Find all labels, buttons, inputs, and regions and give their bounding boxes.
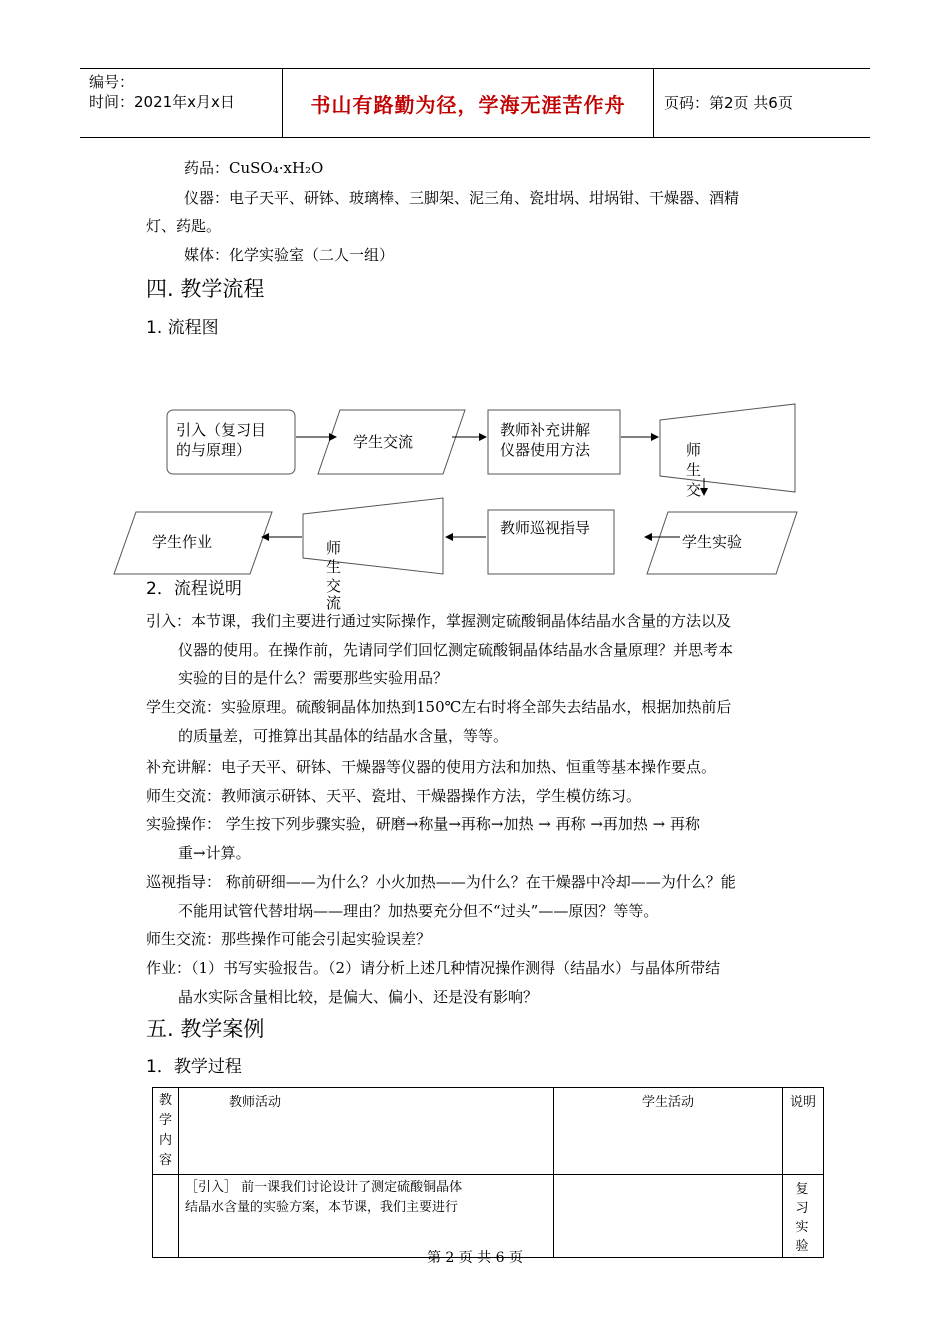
media-line: 媒体：化学实验室（二人一组）	[184, 246, 395, 264]
flow-label-student-discussion: 学生交流	[353, 433, 414, 451]
explanation-line: 师生交流：教师演示研钵、天平、瓷坩、干燥器操作方法，学生模仿练习。	[146, 787, 642, 805]
explanation-line: 引入：本节课，我们主要进行通过实际操作，掌握测定硫酸铜晶体结晶水含量的方法以及	[146, 612, 732, 630]
explanation-line: 补充讲解：电子天平、研钵、干燥器等仪器的使用方法和加热、恒重等基本操作要点。	[146, 758, 717, 776]
flow-label-ts2-3: 交	[326, 577, 342, 595]
row-note: 复习实验	[783, 1175, 824, 1258]
row-teacher-activity	[179, 1175, 554, 1258]
row-content-cell	[153, 1175, 179, 1258]
header-student-activity: 学生活动	[554, 1088, 783, 1175]
explanation-line: 学生交流：实验原理。硫酸铜晶体加热到150℃左右时将全部失去结晶水，根据加热前后	[146, 698, 732, 716]
flow-label-ts2-4-clip	[326, 593, 346, 612]
flow-node-teacher-student-2	[303, 498, 443, 574]
explanation-line: 实验的目的是什么？需要那些实验用品？	[178, 669, 449, 687]
flow-node-teacher-student-1	[660, 404, 795, 492]
row-student-activity	[554, 1175, 783, 1258]
explanation-line: 的质量差，可推算出其晶体的结晶水含量，等等。	[178, 727, 509, 745]
explanation-line: 实验操作： 学生按下列步骤实验，研磨→称量→再称→加热 → 再称 →再加热 → 再称	[146, 815, 701, 833]
header-teacher-activity: 教师活动	[179, 1088, 554, 1175]
explanation-line: 师生交流：那些操作可能会引起实验误差？	[146, 930, 432, 948]
flow-label-homework: 学生作业	[152, 533, 213, 551]
flow-explanation-subtitle: 2．流程说明	[146, 579, 242, 599]
header-content-cell	[153, 1088, 179, 1175]
section-4-title: 四. 教学流程	[146, 277, 265, 301]
flow-label-intro-2: 的与原理）	[176, 441, 252, 459]
flowchart-subtitle: 1. 流程图	[146, 318, 219, 338]
explanation-line: 巡视指导： 称前研细——为什么？小火加热——为什么？在干燥器中冷却——为什么？能	[146, 873, 736, 891]
page-footer: 第 2 页 共 6 页	[426, 1250, 524, 1266]
header-content-char: 容	[158, 1153, 172, 1168]
flow-label-ts1-1: 师	[686, 441, 702, 459]
explanation-line: 重→计算。	[178, 844, 251, 862]
flow-label-teacher-explain-2: 仪器使用方法	[500, 441, 591, 459]
header-content-char: 教	[158, 1093, 172, 1108]
flowchart-shapes	[0, 0, 950, 600]
row-teacher-line: 结晶水含量的实验方案，本节课，我们主要进行	[185, 1200, 459, 1215]
flow-label-ts2-2: 生	[326, 558, 342, 576]
flow-label-ts2-4: 流	[326, 594, 342, 612]
section-5-title: 五. 教学案例	[146, 1017, 265, 1041]
flow-label-ts1-2: 生	[686, 461, 702, 479]
instruments-line-1: 仪器：电子天平、研钵、玻璃棒、三脚架、泥三角、瓷坩埚、坩埚钳、干燥器、酒精	[184, 189, 740, 207]
flow-label-ts1-3: 交	[686, 481, 702, 499]
flow-label-ts2-1: 师	[326, 539, 342, 557]
header-content-char: 学	[158, 1113, 172, 1128]
flow-label-teacher-explain-1: 教师补充讲解	[500, 421, 591, 439]
row-teacher-line: ［引入］ 前一课我们讨论设计了测定硫酸铜晶体	[185, 1180, 463, 1195]
explanation-line: 作业：（1）书写实验报告。（2）请分析上述几种情况操作测得（结晶水）与晶体所带结	[146, 959, 721, 977]
explanation-line: 仪器的使用。在操作前，先请同学们回忆测定硫酸铜晶体结晶水含量原理？并思考本	[178, 641, 734, 659]
page-code: 页码：第2页 共6页	[664, 94, 793, 112]
table-header-row	[153, 1088, 824, 1175]
header-content-char: 内	[158, 1133, 172, 1148]
drugs-line: 药品：CuSO₄·xH₂O	[184, 159, 324, 177]
time-label: 时间：2021年x月x日	[89, 93, 235, 111]
table-row	[153, 1175, 824, 1258]
instruments-line-2: 灯、药匙。	[146, 217, 222, 235]
teaching-process-table	[152, 1087, 824, 1258]
flow-label-student-experiment: 学生实验	[682, 533, 743, 551]
flow-label-intro-1: 引入（复习目	[176, 421, 267, 439]
motto: 书山有路勤为径，学海无涯苦作舟	[310, 92, 626, 117]
header-note: 说明	[783, 1088, 824, 1175]
teaching-process-subtitle: 1．教学过程	[146, 1057, 242, 1077]
explanation-line: 不能用试管代替坩埚——理由？加热要充分但不“过头”——原因？等等。	[178, 902, 659, 920]
flow-label-teacher-patrol: 教师巡视指导	[500, 519, 591, 537]
explanation-line: 晶水实际含量相比较，是偏大、偏小、还是没有影响？	[178, 988, 539, 1006]
serial-label: 编号：	[89, 73, 135, 91]
